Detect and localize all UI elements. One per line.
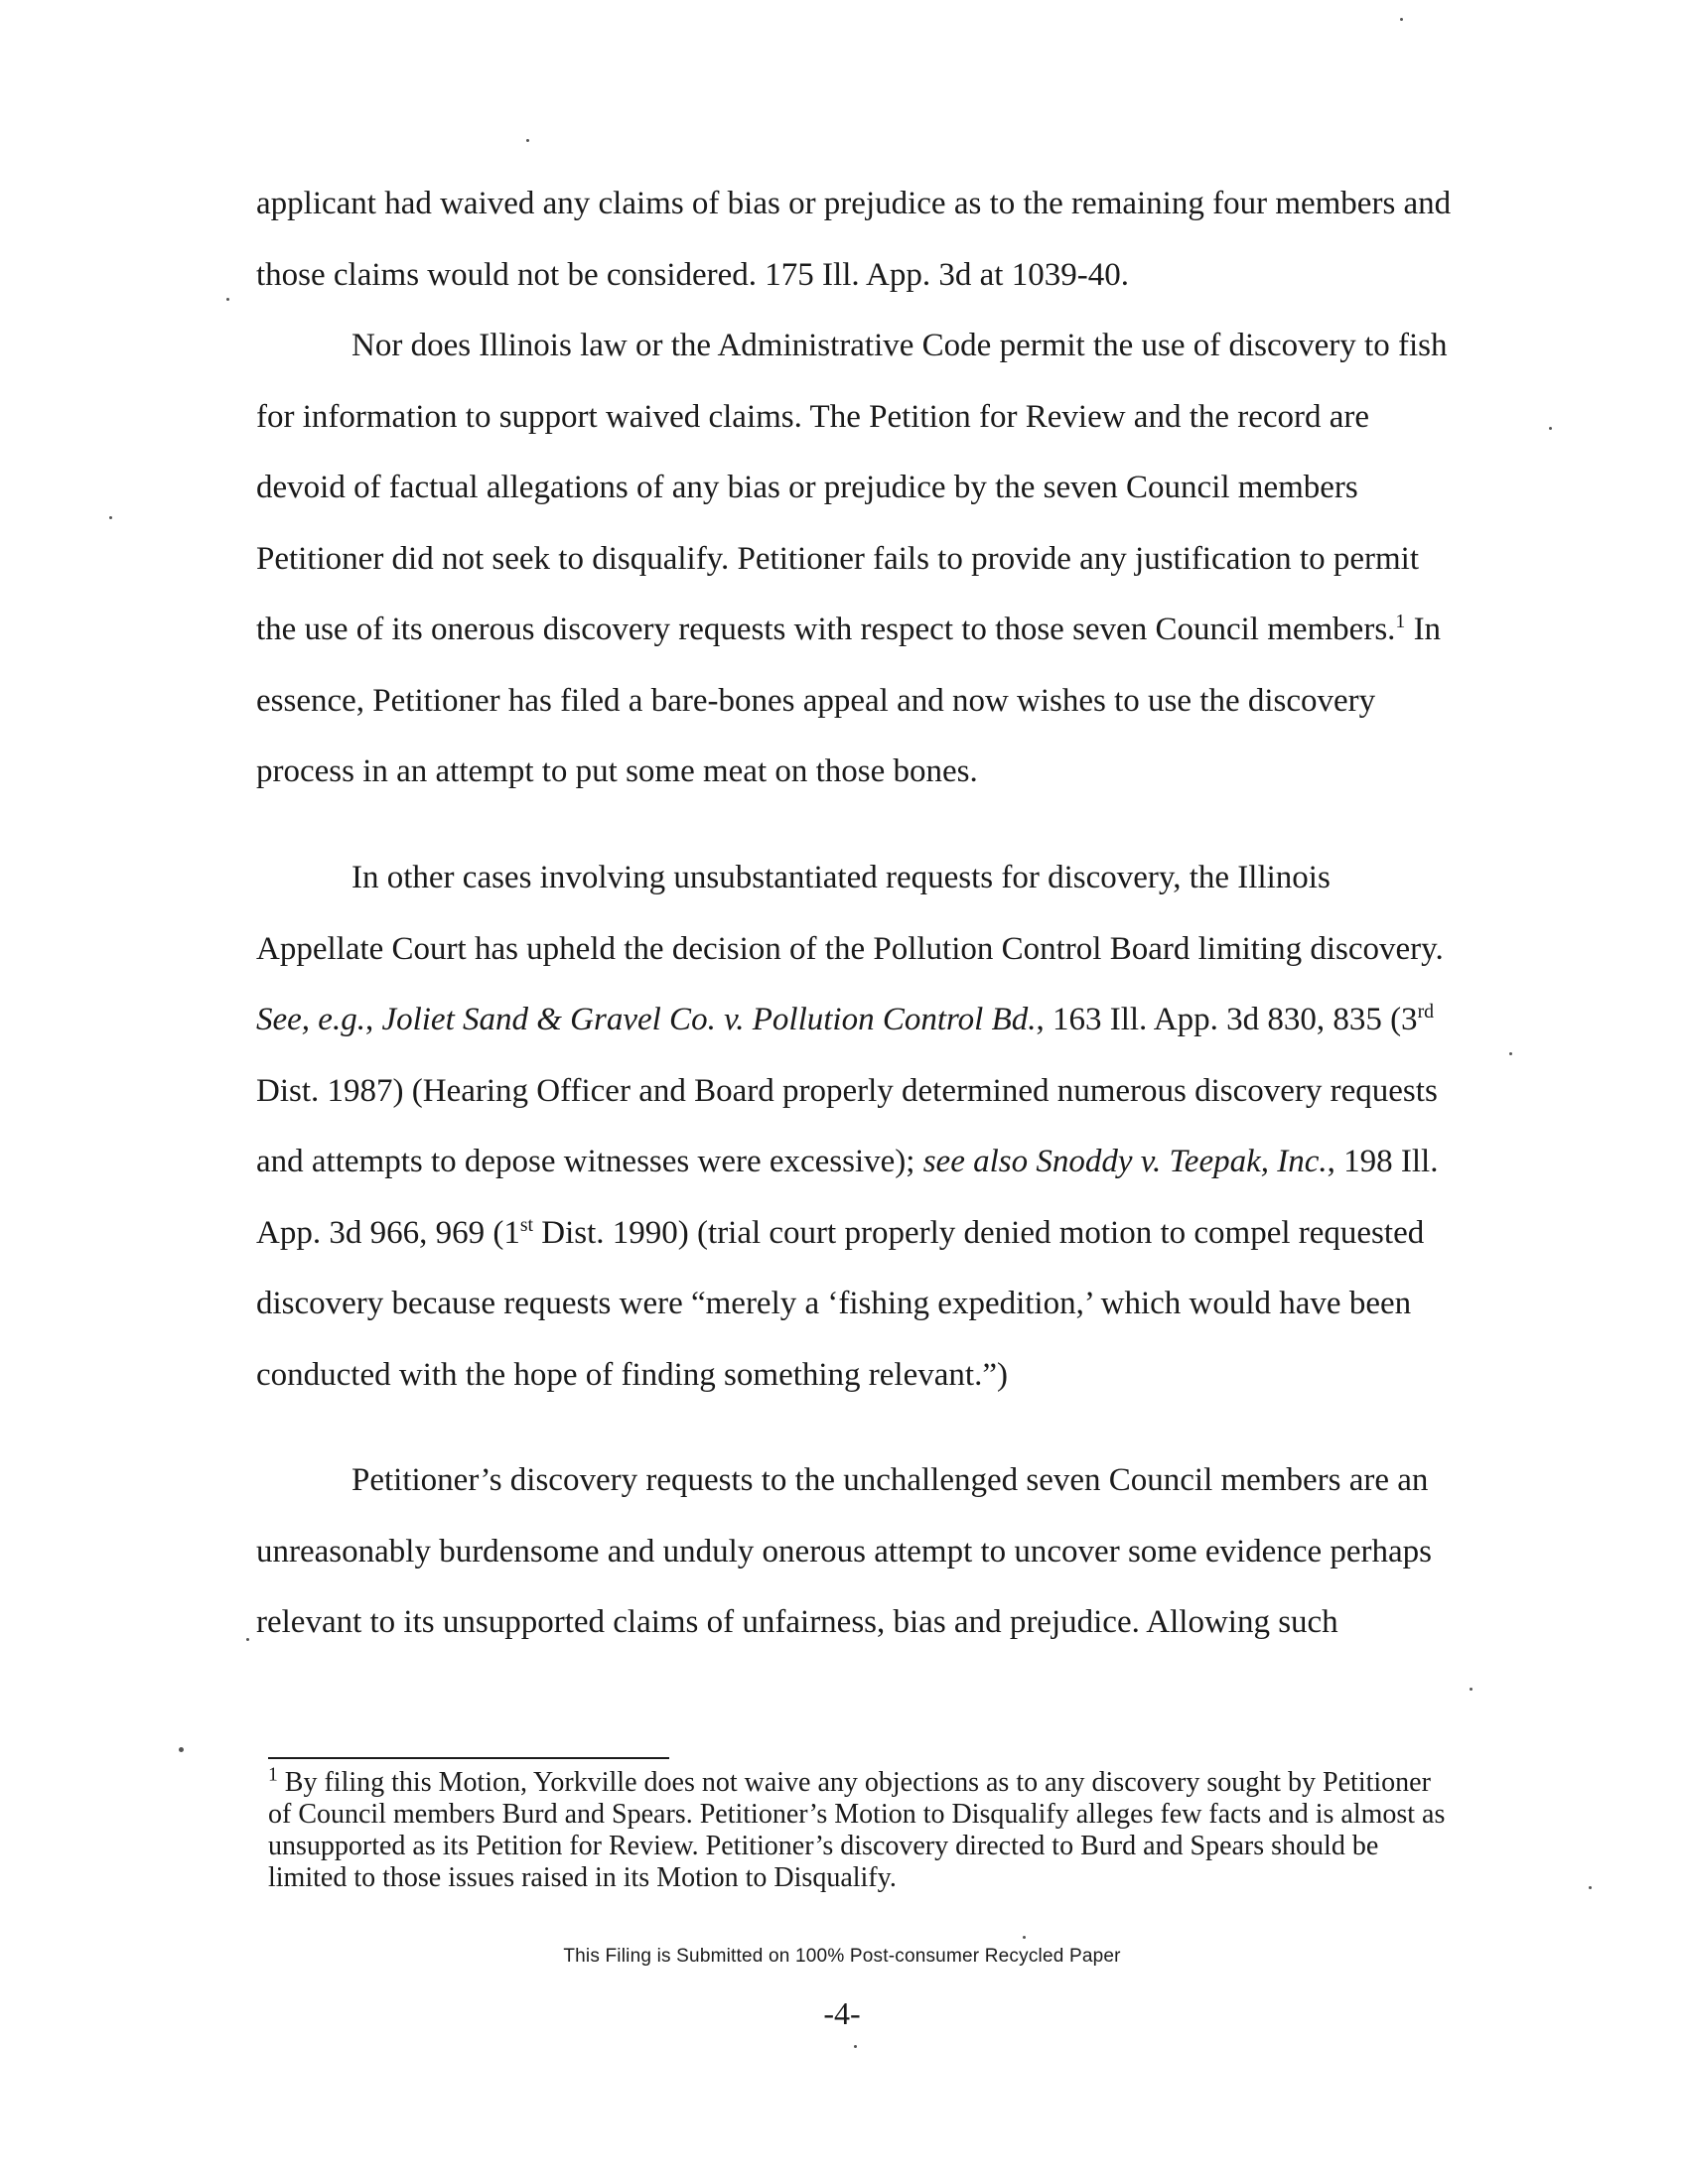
footnote-marker: 1: [268, 1764, 278, 1786]
footnote-reference: 1: [1395, 611, 1406, 632]
recycled-paper-notice: This Filing is Submitted on 100% Post-consumer Recycled Paper: [563, 1946, 1121, 1967]
paragraph-case-law: [256, 843, 1458, 1411]
paragraph-text: , 163 Ill. App. 3d 830, 835 (3: [1036, 1002, 1418, 1037]
footnote-text: By filing this Motion, Yorkville does not waive any objections as to any discovery sought by Petitioner of Council members Burd and Spears. Petitioner’s Motion to Disqualify alleges few facts and is almost as unsupported as its Petition for Review. Petitioner’s discovery directed to Burd and Spears should be limited to those issues raised in its Motion to Disqualify.: [268, 1767, 1446, 1893]
paragraph-text: In essence, Petitioner has filed a bare-bones appeal and now wishes to use the discovery process in an attempt to put some meat on those bones.: [256, 612, 1442, 789]
paragraph-text: , 198 Ill. App. 3d 966, 969 (1: [256, 1144, 1439, 1251]
ordinal-suffix: rd: [1417, 1001, 1435, 1023]
separator: ,: [364, 1002, 382, 1037]
paragraph-text: Dist. 1987) (Hearing Officer and Board properly determined numerous discovery requests and attempts to depose witnesses were excessive);: [256, 1072, 1438, 1179]
paragraph-text: Dist. 1990) (trial court properly denied motion to compel requested discovery because requests were “merely a ‘fishing expedition,’ which would have been conducted with the hope of finding something relevant.”): [256, 1214, 1425, 1393]
ordinal-suffix: st: [519, 1213, 534, 1236]
citation-signal: See, e.g.: [256, 1002, 365, 1037]
paragraph-continuation: [256, 169, 1458, 311]
paragraph-waived-claims: [256, 311, 1458, 808]
paragraph-burdensome: [256, 1445, 1458, 1659]
paragraph-text: applicant had waived any claims of bias or prejudice as to the remaining four members and those claims would not be considered. 175 Ill. App. 3d at 1039-40.: [256, 186, 1452, 293]
paragraph-text: In other cases involving unsubstantiated requests for discovery, the Illinois Appellate Court has upheld the decision of the Pollution Control Board limiting discovery.: [256, 860, 1444, 967]
citation-signal: see also: [922, 1144, 1029, 1179]
paragraph-text: Petitioner’s discovery requests to the unchallenged seven Council members are an unreasonably burdensome and unduly onerous attempt to uncover some evidence perhaps relevant to its unsupported claims of unfairness, bias and prejudice. Allowing such: [256, 1462, 1432, 1640]
paragraph-text: Nor does Illinois law or the Administrative Code permit the use of discovery to fish for information to support waived claims. The Petition for Review and the record are devoid of factual allegations of any bias or prejudice by the seven Council members Petitioner did not seek to disqualify. Petitioner fails to provide any justification to permit the use of its onerous discovery requests with respect to those seven Council members.: [256, 328, 1448, 647]
case-name: Joliet Sand & Gravel Co. v. Pollution Control Bd.: [381, 1002, 1037, 1037]
footnote: [268, 1764, 1460, 1894]
footnote-separator: [268, 1757, 669, 1759]
page-number: -4-: [823, 1995, 861, 2031]
case-name: Snoddy v. Teepak, Inc.: [1036, 1144, 1328, 1179]
